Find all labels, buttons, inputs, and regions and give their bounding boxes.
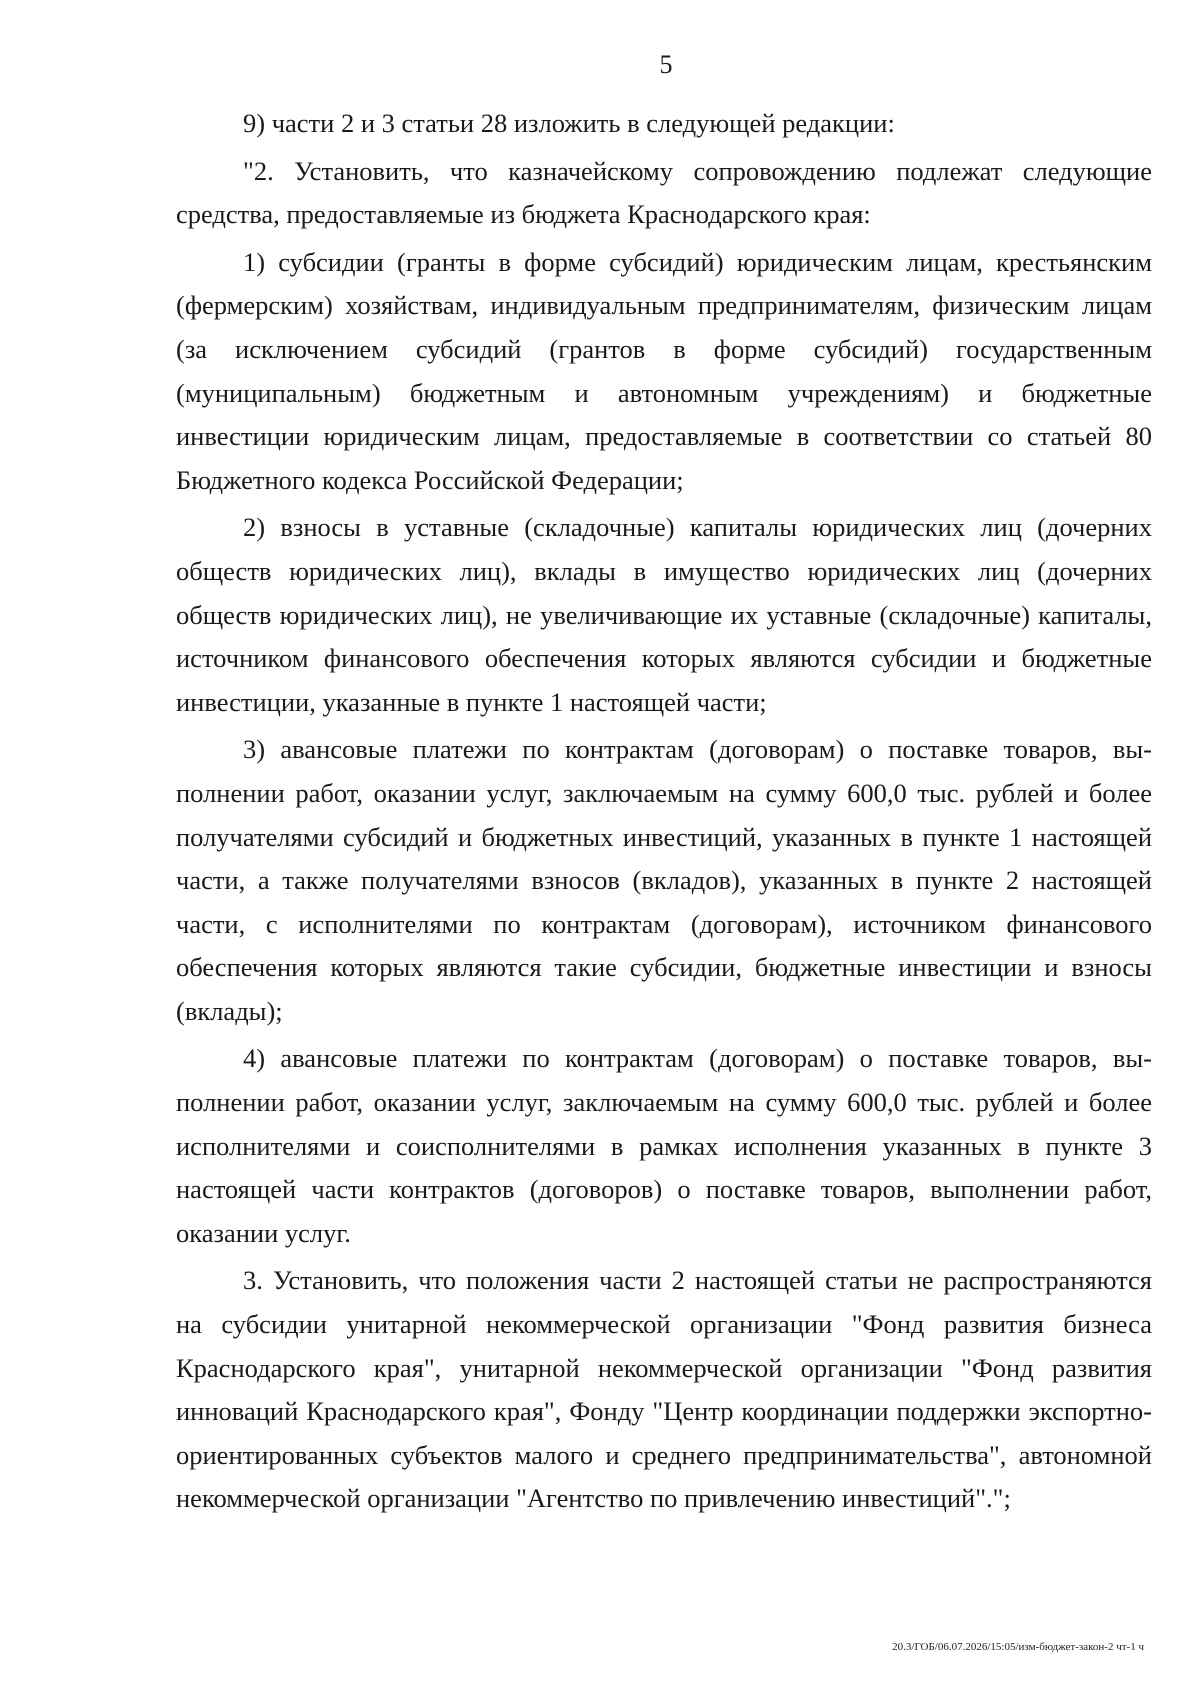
paragraph-subitem-1: 1) субсидии (гранты в форме субсидий) юридическим лицам, крестьянским (фермерским) хозяйствам, индивидуальным предпринимателям, физическим лицам (за исключением субсидий (грантов в форме субсидий) государственным (муниципальным) бюджетным и автономным учреждениям) и бюджетные инвестиции юридическим лицам, предоставляемые в соответствии со статьей 80 Бюджетного кодекса Российской Федерации; — [176, 246, 1152, 495]
document-footer-code: 20.3/ГОБ/06.07.2026/15:05/изм-бюджет-закон-2 чт-1 ч — [892, 1641, 1144, 1653]
document-body — [176, 102, 1152, 1521]
paragraph-subitem-3: 3) авансовые платежи по контрактам (договорам) о поставке товаров, выполнении работ, оказании услуг, заключаемым на сумму 600,0 тыс. рублей и более получателями субсидий и бюджетных инвестиций, указанных в пункте 1 настоящей части, а также получателями взносов (вкладов), указанных в пункте 2 настоящей части, с исполнителями по контрактам (договорам), источником финансового обеспечения которых являются такие субсидии, бюджетные инвестиции и взносы (вклады); — [176, 734, 1152, 1026]
page-number: 5 — [659, 50, 673, 79]
paragraph-part-2-intro: "2. Установить, что казначейскому сопровождению подлежат следующие средства, предоставляемые из бюджета Краснодарского края: — [176, 155, 1152, 230]
paragraph-subitem-4: 4) авансовые платежи по контрактам (договорам) о поставке товаров, выполнении работ, оказании услуг, заключаемым на сумму 600,0 тыс. рублей и более исполнителями и соисполнителями в рамках исполнения указанных в пункте 3 настоящей части контрактов (договоров) о поставке товаров, выполнении работ, оказании услуг. — [176, 1043, 1152, 1248]
paragraph-subitem-2: 2) взносы в уставные (складочные) капиталы юридических лиц (дочерних обществ юридических лиц), вклады в имущество юридических лиц (дочерних обществ юридических лиц), не увеличивающие их уставные (складочные) капиталы, источником финансового обеспечения которых являются субсидии и бюджетные инвестиции, указанные в пункте 1 настоящей части; — [176, 512, 1152, 717]
paragraph-part-3: 3. Установить, что положения части 2 настоящей статьи не распространяются на субсидии унитарной некоммерческой организации "Фонд развития бизнеса Краснодарского края", унитарной некоммерческой организации "Фонд развития инноваций Краснодарского края", Фонду "Центр координации поддержки экспортно-ориентированных субъектов малого и среднего предпринимательства", автономной некоммерческой организации "Агентство по привлечению инвестиций"."; — [176, 1265, 1152, 1514]
paragraph-item-9: 9) части 2 и 3 статьи 28 изложить в следующей редакции: — [243, 108, 895, 138]
